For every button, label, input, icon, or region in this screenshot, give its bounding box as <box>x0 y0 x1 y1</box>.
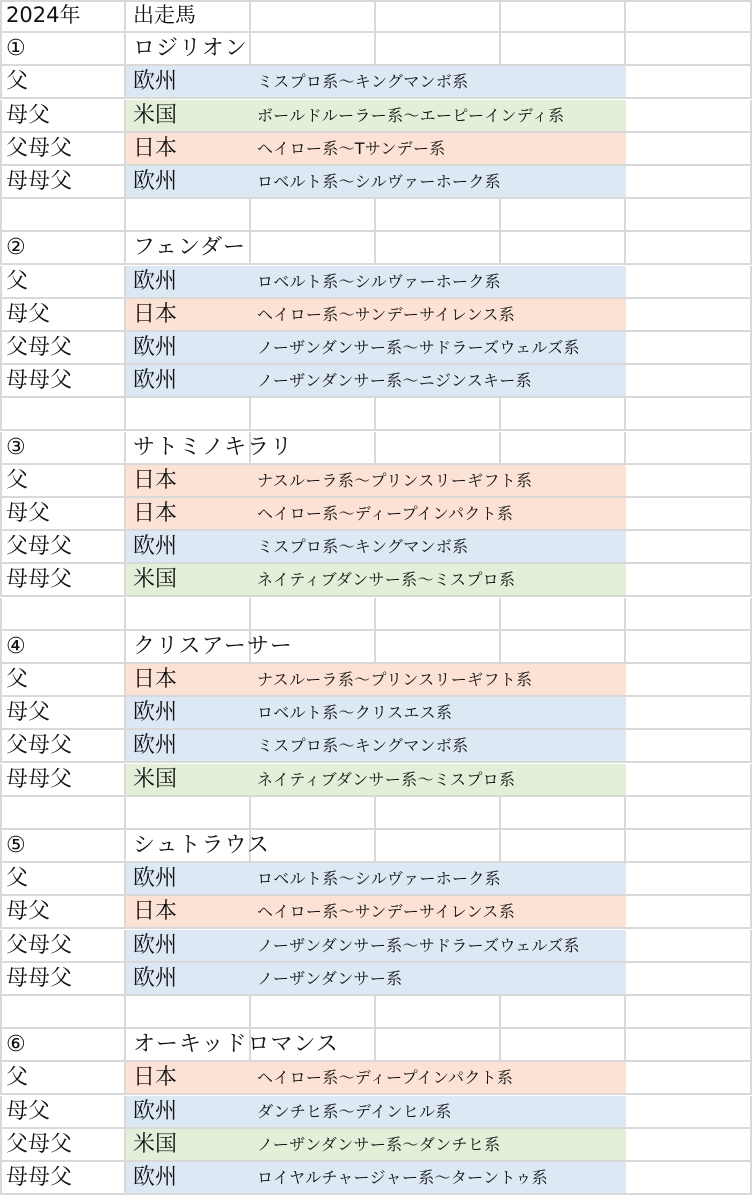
lineage-text: ロベルト系〜クリスエス系 <box>257 703 453 722</box>
lineage-text: ナスルーラ系〜プリンスリーギフト系 <box>257 670 533 689</box>
grid-cell[interactable] <box>626 664 752 697</box>
grid-cell[interactable] <box>501 432 626 465</box>
lineage-text: ヘイロー系〜Tサンデー系 <box>257 139 446 158</box>
grid-cell[interactable] <box>0 199 126 232</box>
grid-cell[interactable] <box>0 598 126 631</box>
spacer-row <box>0 996 752 1029</box>
horse-name-row <box>0 1029 752 1062</box>
relation-label: 母母父 <box>6 567 73 592</box>
region-label: 欧州 <box>133 1099 178 1124</box>
lineage-text: ノーザンダンサー系〜サドラーズウェルズ系 <box>257 936 580 955</box>
lineage-text: ロベルト系〜シルヴァーホーク系 <box>257 272 501 291</box>
relation-label: 父 <box>6 866 29 891</box>
grid-cell[interactable] <box>626 697 752 730</box>
grid-cell[interactable] <box>501 996 626 1029</box>
lineage-text: ロベルト系〜シルヴァーホーク系 <box>257 172 501 191</box>
lineage-text: ミスプロ系〜キングマンボ系 <box>257 72 469 91</box>
horse-name: サトミノキラリ <box>133 435 294 460</box>
region-label: 米国 <box>133 767 178 792</box>
lineage-text: ミスプロ系〜キングマンボ系 <box>257 537 469 556</box>
grid-cell[interactable] <box>626 996 752 1029</box>
pedigree-row <box>0 133 752 166</box>
grid-cell[interactable] <box>626 1162 752 1195</box>
grid-cell[interactable] <box>626 631 752 664</box>
grid-cell[interactable] <box>501 0 626 33</box>
grid-cell[interactable] <box>126 996 251 1029</box>
year-label: 2024年 <box>6 3 81 27</box>
relation-label: 父 <box>6 468 29 493</box>
grid-cell[interactable] <box>501 598 626 631</box>
region-label: 欧州 <box>133 69 178 94</box>
grid-cell[interactable] <box>626 764 752 797</box>
grid-cell[interactable] <box>626 1096 752 1129</box>
horse-name: フェンダー <box>133 235 247 260</box>
relation-label: 父 <box>6 269 29 294</box>
grid-cell[interactable] <box>251 398 376 431</box>
grid-cell[interactable] <box>126 199 251 232</box>
spacer-row <box>0 797 752 830</box>
header-title: 出走馬 <box>133 3 196 27</box>
grid-cell[interactable] <box>126 598 251 631</box>
region-label: 欧州 <box>133 368 178 393</box>
grid-cell[interactable] <box>626 133 752 166</box>
grid-cell[interactable] <box>376 1029 501 1062</box>
relation-label: 父母父 <box>6 933 73 958</box>
grid-cell[interactable] <box>251 199 376 232</box>
region-label: 欧州 <box>133 700 178 725</box>
grid-cell[interactable] <box>376 996 501 1029</box>
region-label: 欧州 <box>133 1165 178 1190</box>
horse-name-row <box>0 830 752 863</box>
pedigree-row <box>0 1162 752 1195</box>
pedigree-row <box>0 564 752 597</box>
grid-cell[interactable] <box>501 1029 626 1062</box>
pedigree-row <box>0 166 752 199</box>
grid-cell[interactable] <box>626 299 752 332</box>
relation-label: 父母父 <box>6 335 73 360</box>
region-label: 欧州 <box>133 866 178 891</box>
grid-cell[interactable] <box>626 0 752 33</box>
lineage-text: ネイティブダンサー系〜ミスプロ系 <box>257 570 516 589</box>
relation-label: 母母父 <box>6 169 73 194</box>
lineage-text: ロイヤルチャージャー系〜ターントゥ系 <box>257 1168 548 1187</box>
relation-label: 父母父 <box>6 1132 73 1157</box>
grid-cell[interactable] <box>626 100 752 133</box>
region-label: 日本 <box>133 667 178 692</box>
grid-cell[interactable] <box>626 332 752 365</box>
horse-number: ⑤ <box>6 833 26 858</box>
grid-cell[interactable] <box>626 33 752 66</box>
horse-name: ロジリオン <box>133 36 248 61</box>
relation-label: 父母父 <box>6 534 73 559</box>
grid-cell[interactable] <box>376 830 501 863</box>
grid-cell[interactable] <box>251 598 376 631</box>
relation-label: 父母父 <box>6 136 73 161</box>
grid-cell[interactable] <box>626 863 752 896</box>
pedigree-row <box>0 100 752 133</box>
grid-cell[interactable] <box>376 598 501 631</box>
grid-cell[interactable] <box>501 232 626 265</box>
lineage-text: ノーザンダンサー系 <box>257 969 403 988</box>
pedigree-row <box>0 266 752 299</box>
lineage-text: ネイティブダンサー系〜ミスプロ系 <box>257 770 516 789</box>
spacer-row <box>0 398 752 431</box>
horse-name-row <box>0 33 752 66</box>
grid-cell[interactable] <box>0 398 126 431</box>
horse-name-row <box>0 631 752 664</box>
grid-cell[interactable] <box>626 232 752 265</box>
grid-cell[interactable] <box>376 0 501 33</box>
grid-cell[interactable] <box>501 398 626 431</box>
grid-cell[interactable] <box>626 498 752 531</box>
grid-cell[interactable] <box>126 797 251 830</box>
spacer-row <box>0 598 752 631</box>
region-label: 欧州 <box>133 269 178 294</box>
pedigree-row <box>0 697 752 730</box>
grid-cell[interactable] <box>126 398 251 431</box>
grid-cell[interactable] <box>626 930 752 963</box>
relation-label: 父 <box>6 667 29 692</box>
grid-cell[interactable] <box>376 199 501 232</box>
grid-cell[interactable] <box>626 797 752 830</box>
lineage-text: ヘイロー系〜ディープインパクト系 <box>257 504 514 523</box>
region-label: 米国 <box>133 1132 178 1157</box>
pedigree-row <box>0 730 752 763</box>
relation-label: 父 <box>6 1065 29 1090</box>
region-label: 日本 <box>133 1065 178 1090</box>
grid-cell[interactable] <box>626 465 752 498</box>
pedigree-row <box>0 531 752 564</box>
grid-cell[interactable] <box>251 0 376 33</box>
pedigree-row <box>0 764 752 797</box>
relation-label: 母父 <box>6 899 51 924</box>
pedigree-row <box>0 664 752 697</box>
lineage-text: ヘイロー系〜ディープインパクト系 <box>257 1068 514 1087</box>
pedigree-row <box>0 365 752 398</box>
grid-cell[interactable] <box>626 564 752 597</box>
region-label: 日本 <box>133 468 178 493</box>
region-label: 日本 <box>133 302 178 327</box>
region-label: 日本 <box>133 501 178 526</box>
relation-label: 母母父 <box>6 368 73 393</box>
grid-cell[interactable] <box>501 631 626 664</box>
relation-label: 父母父 <box>6 733 73 758</box>
pedigree-row <box>0 930 752 963</box>
grid-cell[interactable] <box>501 33 626 66</box>
pedigree-row <box>0 498 752 531</box>
pedigree-row <box>0 1062 752 1095</box>
relation-label: 父 <box>6 69 29 94</box>
grid-cell[interactable] <box>376 797 501 830</box>
horse-number: ② <box>6 235 26 260</box>
lineage-text: ヘイロー系〜サンデーサイレンス系 <box>257 305 516 324</box>
spacer-row <box>0 199 752 232</box>
relation-label: 母父 <box>6 501 51 526</box>
pedigree-row <box>0 963 752 996</box>
relation-label: 母母父 <box>6 966 73 991</box>
grid-cell[interactable] <box>626 166 752 199</box>
grid-cell[interactable] <box>626 432 752 465</box>
lineage-text: ヘイロー系〜サンデーサイレンス系 <box>257 902 516 921</box>
grid-cell[interactable] <box>376 432 501 465</box>
grid-cell[interactable] <box>626 598 752 631</box>
grid-cell[interactable] <box>0 996 126 1029</box>
horse-number: ① <box>6 36 26 61</box>
lineage-text: ノーザンダンサー系〜ダンチヒ系 <box>257 1135 501 1154</box>
region-label: 米国 <box>133 567 178 592</box>
grid-cell[interactable] <box>626 365 752 398</box>
region-label: 欧州 <box>133 169 178 194</box>
pedigree-row <box>0 66 752 99</box>
relation-label: 母父 <box>6 103 51 128</box>
horse-name: オーキッドロマンス <box>133 1032 339 1057</box>
lineage-text: ミスプロ系〜キングマンボ系 <box>257 736 469 755</box>
grid-cell[interactable] <box>251 33 376 66</box>
region-label: 欧州 <box>133 534 178 559</box>
grid-cell[interactable] <box>626 1062 752 1095</box>
horse-number: ④ <box>6 634 26 659</box>
grid-cell[interactable] <box>626 830 752 863</box>
horse-number: ⑥ <box>6 1032 26 1057</box>
grid-cell[interactable] <box>626 963 752 996</box>
horse-name-row <box>0 432 752 465</box>
grid-cell[interactable] <box>626 1129 752 1162</box>
grid-cell[interactable] <box>626 66 752 99</box>
grid-cell[interactable] <box>626 531 752 564</box>
grid-cell[interactable] <box>626 266 752 299</box>
pedigree-row <box>0 1129 752 1162</box>
grid-cell[interactable] <box>251 232 376 265</box>
grid-cell[interactable] <box>626 398 752 431</box>
horse-name-row <box>0 232 752 265</box>
header-row <box>0 0 752 33</box>
pedigree-row <box>0 863 752 896</box>
grid-cell[interactable] <box>626 199 752 232</box>
grid-cell[interactable] <box>376 232 501 265</box>
horse-number: ③ <box>6 435 26 460</box>
region-label: 欧州 <box>133 335 178 360</box>
lineage-text: ナスルーラ系〜プリンスリーギフト系 <box>257 471 533 490</box>
region-label: 欧州 <box>133 933 178 958</box>
relation-label: 母父 <box>6 700 51 725</box>
grid-cell[interactable] <box>626 896 752 929</box>
grid-cell[interactable] <box>501 797 626 830</box>
horse-name: シュトラウス <box>133 833 270 858</box>
pedigree-row <box>0 332 752 365</box>
grid-cell[interactable] <box>251 996 376 1029</box>
grid-cell[interactable] <box>376 398 501 431</box>
lineage-text: ノーザンダンサー系〜サドラーズウェルズ系 <box>257 338 580 357</box>
relation-label: 母母父 <box>6 1165 73 1190</box>
pedigree-row <box>0 896 752 929</box>
region-label: 日本 <box>133 136 178 161</box>
grid-cell[interactable] <box>376 631 501 664</box>
lineage-text: ノーザンダンサー系〜ニジンスキー系 <box>257 371 532 390</box>
grid-cell[interactable] <box>501 199 626 232</box>
grid-cell[interactable] <box>626 730 752 763</box>
pedigree-row <box>0 299 752 332</box>
relation-label: 母母父 <box>6 767 73 792</box>
grid-cell[interactable] <box>0 797 126 830</box>
lineage-text: ボールドルーラー系〜エーピーインディ系 <box>257 106 565 125</box>
region-label: 日本 <box>133 899 178 924</box>
relation-label: 母父 <box>6 1099 51 1124</box>
region-label: 欧州 <box>133 966 178 991</box>
grid-cell[interactable] <box>626 1029 752 1062</box>
pedigree-row <box>0 1096 752 1129</box>
relation-label: 母父 <box>6 302 51 327</box>
lineage-text: ロベルト系〜シルヴァーホーク系 <box>257 869 501 888</box>
region-label: 欧州 <box>133 733 178 758</box>
grid-cell[interactable] <box>376 33 501 66</box>
grid-cell[interactable] <box>501 830 626 863</box>
grid-cell[interactable] <box>251 797 376 830</box>
horse-name: クリスアーサー <box>133 634 293 659</box>
pedigree-row <box>0 465 752 498</box>
region-label: 米国 <box>133 103 178 128</box>
lineage-text: ダンチヒ系〜デインヒル系 <box>257 1102 452 1121</box>
